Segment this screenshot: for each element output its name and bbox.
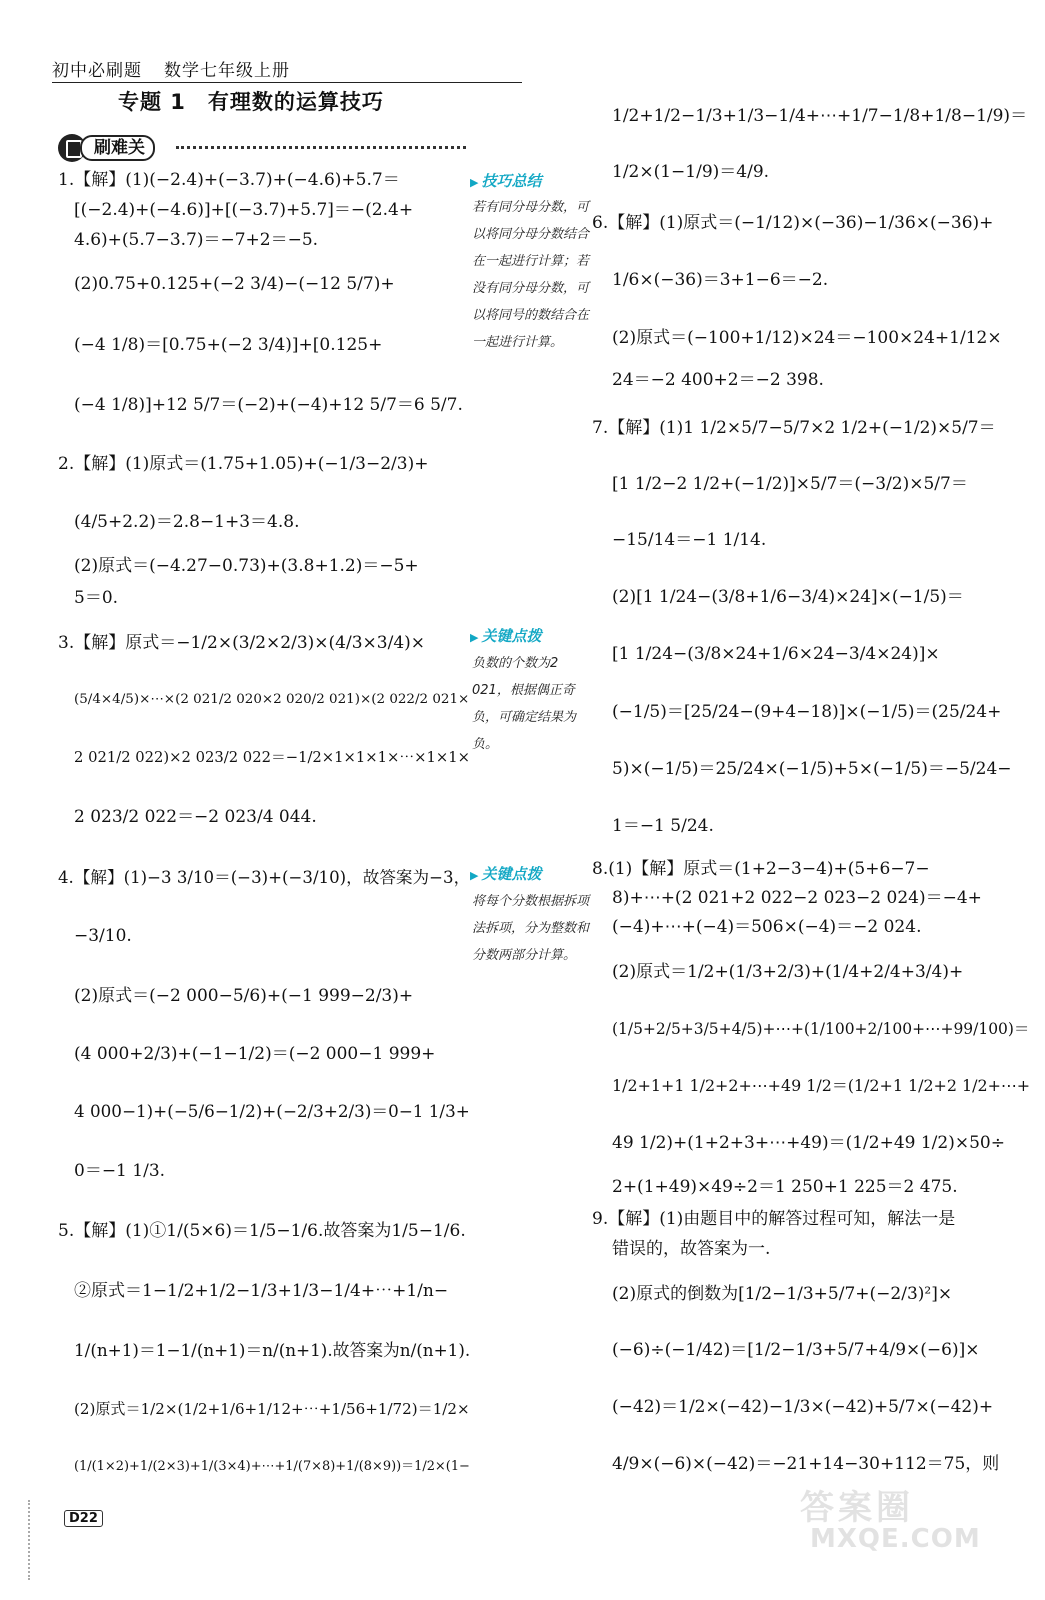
solution-line: (2)原式＝1/2×(1/2+1/6+1/12+⋯+1/56+1/72)＝1/2×: [74, 1400, 470, 1418]
page-title: 专题 1 有理数的运算技巧: [118, 90, 384, 114]
tip-summary-heading: ▶ 技巧总结: [470, 170, 541, 191]
section-badge: 刷难关: [80, 135, 155, 161]
solution-line: (4 000+2/3)+(−1−1/2)＝(−2 000−1 999+: [74, 1044, 436, 1064]
solution-line: 9.【解】(1)由题目中的解答过程可知，解法一是: [592, 1209, 956, 1229]
solution-line: [1 1/24−(3/8×24+1/6×24−3/4×24)]×: [612, 644, 940, 664]
solution-line: 4 000−1)+(−5/6−1/2)+(−2/3+2/3)＝0−1 1/3+: [74, 1101, 470, 1121]
solution-line: (2)原式＝1/2+(1/3+2/3)+(1/4+2/4+3/4)+: [612, 962, 964, 982]
solution-line: (5/4×4/5)×⋯×(2 021/2 020×2 020/2 021)×(2 022/2 021×: [74, 692, 470, 707]
solution-line: (−42)＝1/2×(−42)−1/3×(−42)+5/7×(−42)+: [612, 1397, 994, 1417]
watermark-text: 答案圈: [800, 1488, 914, 1528]
key-point-heading: ▶ 关键点拨: [470, 625, 541, 646]
solution-line: ②原式＝1−1/2+1/2−1/3+1/3−1/4+⋯+1/n−: [74, 1281, 449, 1301]
corner-decoration: [28, 1500, 50, 1580]
solution-line: (2)原式的倒数为[1/2−1/3+5/7+(−2/3)²]×: [612, 1284, 953, 1304]
solution-line: (−4 1/8)]+12 5/7＝(−2)+(−4)+12 5/7＝6 5/7.: [74, 395, 463, 415]
solution-line: −15/14＝−1 1/14.: [612, 530, 767, 550]
solution-line: (2)0.75+0.125+(−2 3/4)−(−12 5/7)+: [74, 274, 395, 294]
solution-line: [(−2.4)+(−4.6)]+[(−3.7)+5.7]＝−(2.4+: [74, 200, 414, 220]
solution-line: 1/6×(−36)＝3+1−6＝−2.: [612, 270, 829, 290]
solution-line: (4/5+2.2)＝2.8−1+3＝4.8.: [74, 512, 300, 532]
solution-line: 错误的，故答案为一.: [612, 1239, 771, 1259]
dotted-divider: [176, 146, 466, 149]
solution-line: 8.(1)【解】原式＝(1+2−3−4)+(5+6−7−: [592, 859, 930, 879]
solution-line: [1 1/2−2 1/2+(−1/2)]×5/7＝(−3/2)×5/7＝: [612, 474, 968, 494]
solution-line: 49 1/2)+(1+2+3+⋯+49)＝(1/2+49 1/2)×50÷: [612, 1133, 1005, 1153]
solution-line: 4/9×(−6)×(−42)＝−21+14−30+112＝75，则: [612, 1454, 1000, 1474]
solution-line: 1/2+1+1 1/2+2+⋯+49 1/2＝(1/2+1 1/2+2 1/2+⋯+: [612, 1076, 1031, 1095]
solution-line: (−1/5)＝[25/24−(9+4−18)]×(−1/5)＝(25/24+: [612, 702, 1002, 722]
solution-line: (1/(1×2)+1/(2×3)+1/(3×4)+⋯+1/(7×8)+1/(8×9))＝1/2×(1−: [74, 1459, 470, 1474]
solution-line: 24＝−2 400+2＝−2 398.: [612, 370, 824, 390]
solution-line: 1/(n+1)＝1−1/(n+1)＝n/(n+1).故答案为n/(n+1).: [74, 1340, 471, 1360]
solution-line: 5＝0.: [74, 588, 119, 608]
solution-line: 5)×(−1/5)＝25/24×(−1/5)+5×(−1/5)＝−5/24−: [612, 759, 1012, 779]
solution-line: (2)原式＝(−2 000−5/6)+(−1 999−2/3)+: [74, 986, 414, 1006]
solution-line: 1＝−1 5/24.: [612, 816, 714, 836]
solution-line: 3.【解】原式＝−1/2×(3/2×2/3)×(4/3×3/4)×: [58, 633, 426, 653]
key-point-body: 负数的个数为2 021，根据偶正奇负，可确定结果为负。: [472, 656, 577, 752]
solution-line: 5.【解】(1)①1/(5×6)＝1/5−1/6.故答案为1/5−1/6.: [58, 1221, 466, 1241]
key-point-body: 将每个分数根据拆项法拆项，分为整数和分数两部分计算。: [472, 894, 590, 963]
solution-line: −3/10.: [74, 926, 132, 946]
page-number: D22: [64, 1510, 103, 1527]
solution-line: 2 021/2 022)×2 023/2 022＝−1/2×1×1×1×⋯×1×1×: [74, 749, 470, 766]
solution-line: (2)原式＝(−4.27−0.73)+(3.8+1.2)＝−5+: [74, 556, 419, 576]
solution-line: 4.6)+(5.7−3.7)＝−7+2＝−5.: [74, 230, 319, 250]
solution-line: 1.【解】(1)(−2.4)+(−3.7)+(−4.6)+5.7＝: [58, 170, 400, 190]
solution-line: (−4 1/8)＝[0.75+(−2 3/4)]+[0.125+: [74, 335, 383, 355]
solution-line: (−4)+⋯+(−4)＝506×(−4)＝−2 024.: [612, 917, 922, 937]
watermark-url: MXQE.COM: [810, 1524, 981, 1554]
solution-line: 8)+⋯+(2 021+2 022−2 023−2 024)＝−4+: [612, 888, 982, 908]
section-banner: [58, 134, 468, 162]
solution-line: 2 023/2 022＝−2 023/4 044.: [74, 807, 317, 827]
watermark-logo: [800, 1480, 1000, 1554]
running-header: [52, 52, 522, 83]
key-point-heading: ▶ 关键点拨: [470, 863, 541, 884]
solution-line: 2+(1+49)×49÷2＝1 250+1 225＝2 475.: [612, 1177, 958, 1197]
solution-line: 1/2+1/2−1/3+1/3−1/4+⋯+1/7−1/8+1/8−1/9)＝: [612, 106, 1028, 126]
solution-line: 4.【解】(1)−3 3/10＝(−3)+(−3/10)，故答案为−3，: [58, 868, 471, 887]
series-name: 初中必刷题: [52, 61, 142, 81]
solution-line: (1/5+2/5+3/5+4/5)+⋯+(1/100+2/100+⋯+99/100)＝: [612, 1020, 1030, 1038]
subject-name: 数学七年级上册: [164, 61, 290, 81]
solution-line: 7.【解】(1)1 1/2×5/7−5/7×2 1/2+(−1/2)×5/7＝: [592, 418, 996, 438]
solution-line: 1/2×(1−1/9)＝4/9.: [612, 162, 770, 182]
solution-line: (2)原式＝(−100+1/12)×24＝−100×24+1/12×: [612, 328, 1002, 348]
solution-line: 0＝−1 1/3.: [74, 1161, 166, 1181]
solution-line: (−6)÷(−1/42)＝[1/2−1/3+5/7+4/9×(−6)]×: [612, 1340, 980, 1360]
solution-line: 2.【解】(1)原式＝(1.75+1.05)+(−1/3−2/3)+: [58, 454, 429, 474]
solution-line: (2)[1 1/24−(3/8+1/6−3/4)×24]×(−1/5)＝: [612, 587, 964, 607]
tip-summary-body: 若有同分母分数，可以将同分母分数结合在一起进行计算；若没有同分母分数，可以将同号的数结合在一起进行计算。: [472, 200, 590, 350]
solution-line: 6.【解】(1)原式＝(−1/12)×(−36)−1/36×(−36)+: [592, 213, 994, 233]
